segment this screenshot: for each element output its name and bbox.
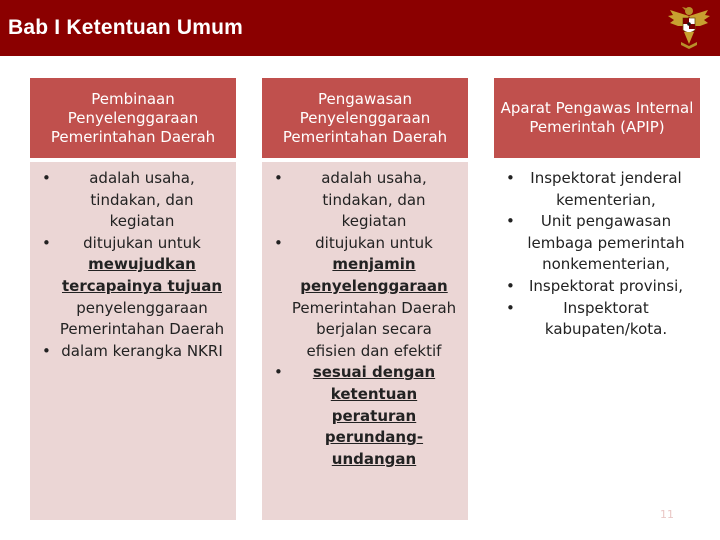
list-item: • adalah usaha, tindakan, dan kegiatan bbox=[274, 168, 458, 233]
column-heading: Aparat Pengawas Internal Pemerintah (APIP) bbox=[494, 78, 700, 158]
bullet-list bbox=[42, 168, 226, 362]
list-item: • Unit pengawasan lembaga pemerintah nonkementerian, bbox=[506, 211, 690, 276]
list-item: • dalam kerangka NKRI bbox=[42, 341, 226, 363]
column-body bbox=[262, 162, 468, 520]
bullet-list bbox=[274, 168, 458, 470]
bullet-list bbox=[506, 168, 690, 341]
garuda-emblem-icon bbox=[664, 2, 714, 52]
column-body bbox=[494, 162, 700, 520]
list-item: • ditujukan untuk mewujudkan tercapainya tujuan penyelenggaraan Pemerintahan Daerah bbox=[42, 233, 226, 341]
list-item: • Inspektorat jenderal kementerian, bbox=[506, 168, 690, 211]
column-pembinaan bbox=[30, 78, 236, 520]
column-heading: Pengawasan Penyelenggaraan Pemerintahan Daerah bbox=[262, 78, 468, 158]
list-item: • Inspektorat provinsi, bbox=[506, 276, 690, 298]
column-pengawasan bbox=[262, 78, 468, 520]
column-heading: Pembinaan Penyelenggaraan Pemerintahan Daerah bbox=[30, 78, 236, 158]
list-item: • adalah usaha, tindakan, dan kegiatan bbox=[42, 168, 226, 233]
list-item: • sesuai dengan ketentuan peraturan perundang-undangan bbox=[274, 362, 458, 470]
page-number: 11 bbox=[660, 508, 674, 521]
list-item: • ditujukan untuk menjamin penyelenggaraan Pemerintahan Daerah berjalan secara efisien dan efektif bbox=[274, 233, 458, 363]
column-body bbox=[30, 162, 236, 520]
column-apip bbox=[494, 78, 700, 520]
list-item: • Inspektorat kabupaten/kota. bbox=[506, 298, 690, 341]
title-bar bbox=[0, 0, 720, 56]
slide-title: Bab I Ketentuan Umum bbox=[8, 16, 244, 39]
